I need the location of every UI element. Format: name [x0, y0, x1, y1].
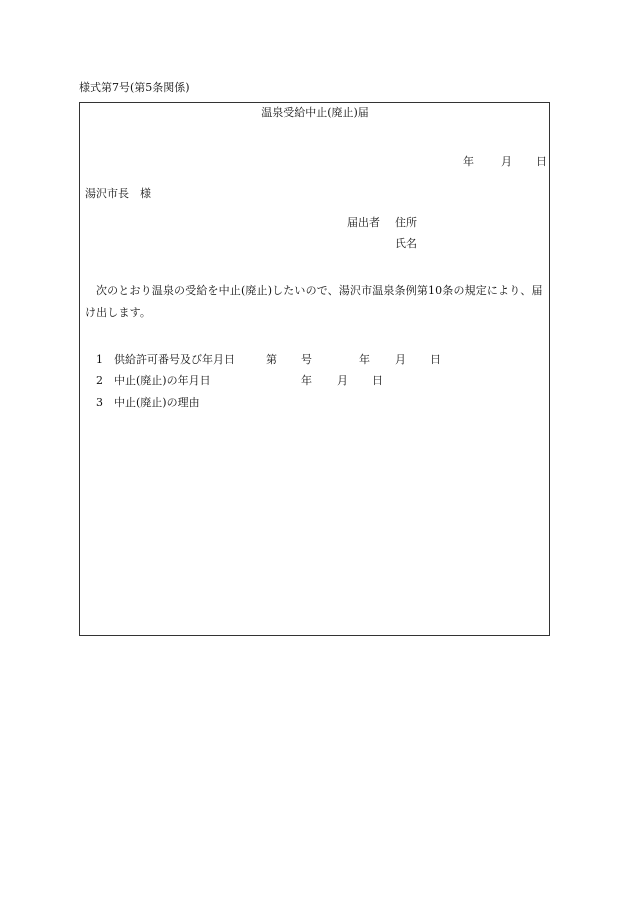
item-permit-month-label: 月	[395, 353, 406, 366]
date-month-label: 月	[501, 155, 512, 168]
item-number: 2	[96, 374, 103, 387]
item-permit-year-label: 年	[359, 353, 370, 366]
form-number-label: 様式第7号(第5条関係)	[79, 81, 190, 94]
applicant-address-label: 住所	[395, 216, 417, 229]
document-title: 温泉受給中止(廃止)届	[261, 106, 369, 119]
item-number: 3	[96, 396, 103, 409]
form-frame	[79, 102, 550, 636]
addressee: 湯沢市長 様	[85, 187, 151, 200]
item-label-stop-date: 中止(廃止)の年月日	[114, 374, 211, 387]
item-label-permit-number: 供給許可番号及び年月日	[114, 353, 235, 366]
item-permit-dai-label: 第	[266, 353, 277, 366]
item-number: 1	[96, 353, 103, 366]
item-permit-day-label: 日	[430, 353, 441, 366]
applicant-label: 届出者	[347, 216, 380, 229]
item-label-reason: 中止(廃止)の理由	[114, 396, 200, 409]
item-stop-month-label: 月	[337, 374, 348, 387]
item-stop-year-label: 年	[301, 374, 312, 387]
item-stop-day-label: 日	[372, 374, 383, 387]
date-day-label: 日	[536, 155, 547, 168]
date-year-label: 年	[463, 155, 474, 168]
applicant-name-label: 氏名	[395, 237, 417, 250]
body-paragraph: 次のとおり温泉の受給を中止(廃止)したいので、湯沢市温泉条例第10条の規定により、届け出します。	[85, 284, 543, 319]
item-permit-go-label: 号	[301, 353, 312, 366]
